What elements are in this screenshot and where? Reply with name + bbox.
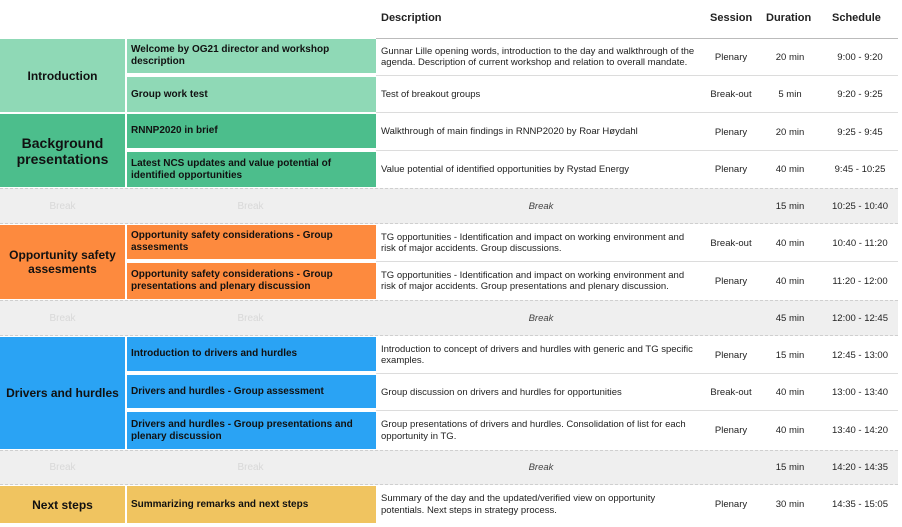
break-duration: 15 min: [775, 462, 805, 473]
item-schedule: 9:00 - 9:20: [837, 51, 883, 63]
item-schedule: 13:00 - 13:40: [832, 387, 888, 398]
header-session: Session: [710, 12, 753, 24]
row-divider: [376, 373, 898, 374]
item-schedule: 12:45 - 13:00: [832, 349, 888, 361]
item-duration: 30 min: [775, 499, 805, 510]
break-ghost-section: Break: [49, 462, 76, 473]
item-duration: 15 min: [775, 349, 805, 361]
header-schedule: Schedule: [832, 12, 881, 24]
item-schedule: 10:40 - 11:20: [832, 237, 888, 249]
agenda-item: Group work test: [125, 77, 376, 112]
break-label: Break: [528, 462, 554, 473]
break-label: Break: [528, 200, 554, 212]
item-duration: 40 min: [775, 164, 805, 175]
header-duration: Duration: [766, 12, 812, 24]
row-divider: [376, 75, 898, 76]
break-duration: 15 min: [775, 200, 805, 212]
break-ghost-item: Break: [237, 312, 264, 324]
item-duration: 40 min: [775, 237, 805, 249]
agenda-item: Drivers and hurdles - Group presentations and plenary discussion: [125, 412, 376, 449]
item-description: TG opportunities - Identification and impact on working environment and risk of major accidents. Group discussions.: [381, 231, 685, 254]
agenda-item: Opportunity safety considerations - Group presentations and plenary discussion: [125, 263, 376, 299]
item-duration: 40 min: [775, 275, 805, 287]
item-schedule: 11:20 - 12:00: [832, 275, 888, 287]
item-session: Plenary: [714, 164, 748, 175]
item-duration: 5 min: [778, 89, 802, 100]
row-divider: [376, 150, 898, 151]
header-description: Description: [381, 12, 442, 24]
item-description: Group presentations of drivers and hurdles. Consolidation of list for each opportunity in TG.: [381, 419, 686, 442]
agenda-item: Introduction to drivers and hurdles: [125, 337, 376, 373]
item-description: Walkthrough of main findings in RNNP2020 by Roar Høydahl: [381, 126, 638, 138]
item-schedule: 9:45 - 10:25: [834, 164, 886, 175]
item-session: Plenary: [714, 51, 748, 63]
item-schedule: 9:25 - 9:45: [837, 126, 883, 138]
agenda-item: Welcome by OG21 director and workshop description: [125, 39, 376, 75]
item-description: Value potential of identified opportunities by Rystad Energy: [381, 163, 630, 175]
break-ghost-section: Break: [49, 200, 76, 212]
item-session: Break-out: [710, 89, 752, 100]
item-session: Plenary: [714, 499, 748, 510]
break-schedule: 10:25 - 10:40: [832, 200, 888, 212]
agenda-item: Drivers and hurdles - Group assessment: [125, 375, 376, 410]
break-label: Break: [528, 312, 554, 324]
item-description: Introduction to concept of drivers and hurdles with generic and TG specific examples.: [381, 343, 693, 366]
break-schedule: 12:00 - 12:45: [832, 312, 888, 324]
item-session: Plenary: [714, 425, 748, 436]
item-session: Plenary: [714, 126, 748, 138]
item-duration: 20 min: [775, 51, 805, 63]
row-divider: [376, 261, 898, 262]
section-introduction: Introduction: [0, 39, 125, 112]
item-description: Test of breakout groups: [381, 88, 481, 100]
item-description: Group discussion on drivers and hurdles for opportunities: [381, 386, 622, 398]
agenda-item: Summarizing remarks and next steps: [125, 486, 376, 523]
break-duration: 45 min: [775, 312, 805, 324]
item-schedule: 9:20 - 9:25: [837, 89, 883, 100]
row-divider: [376, 410, 898, 411]
item-description: Gunnar Lille opening words, introduction to the day and walkthrough of the agenda. Description of current workshop and relation to overall mandate.: [381, 45, 695, 68]
item-duration: 40 min: [775, 387, 805, 398]
break-ghost-item: Break: [237, 462, 264, 473]
agenda-item: Opportunity safety considerations - Group assesments: [125, 225, 376, 261]
section-next-steps: Next steps: [0, 486, 125, 523]
item-duration: 20 min: [775, 126, 805, 138]
item-session: Plenary: [714, 275, 748, 287]
row-divider: [376, 112, 898, 113]
item-session: Break-out: [710, 387, 752, 398]
agenda-item: RNNP2020 in brief: [125, 114, 376, 150]
section-drivers: Drivers and hurdles: [0, 337, 125, 449]
item-schedule: 13:40 - 14:20: [832, 425, 888, 436]
break-ghost-section: Break: [49, 312, 76, 324]
item-description: Summary of the day and the updated/verified view on opportunity potentials. Next steps in strategy process.: [381, 493, 656, 516]
break-ghost-item: Break: [237, 200, 264, 212]
break-schedule: 14:20 - 14:35: [832, 462, 888, 473]
section-opportunity: Opportunity safety assesments: [0, 225, 125, 299]
agenda-item: Latest NCS updates and value potential of identified opportunities: [125, 152, 376, 187]
section-background: Background presentations: [0, 114, 125, 187]
item-schedule: 14:35 - 15:05: [832, 499, 888, 510]
item-description: TG opportunities - Identification and impact on working environment and risk of major accidents. Group presentations and plenary discussion.: [381, 269, 685, 292]
item-session: Break-out: [710, 237, 752, 249]
item-session: Plenary: [714, 349, 748, 361]
item-duration: 40 min: [775, 425, 805, 436]
